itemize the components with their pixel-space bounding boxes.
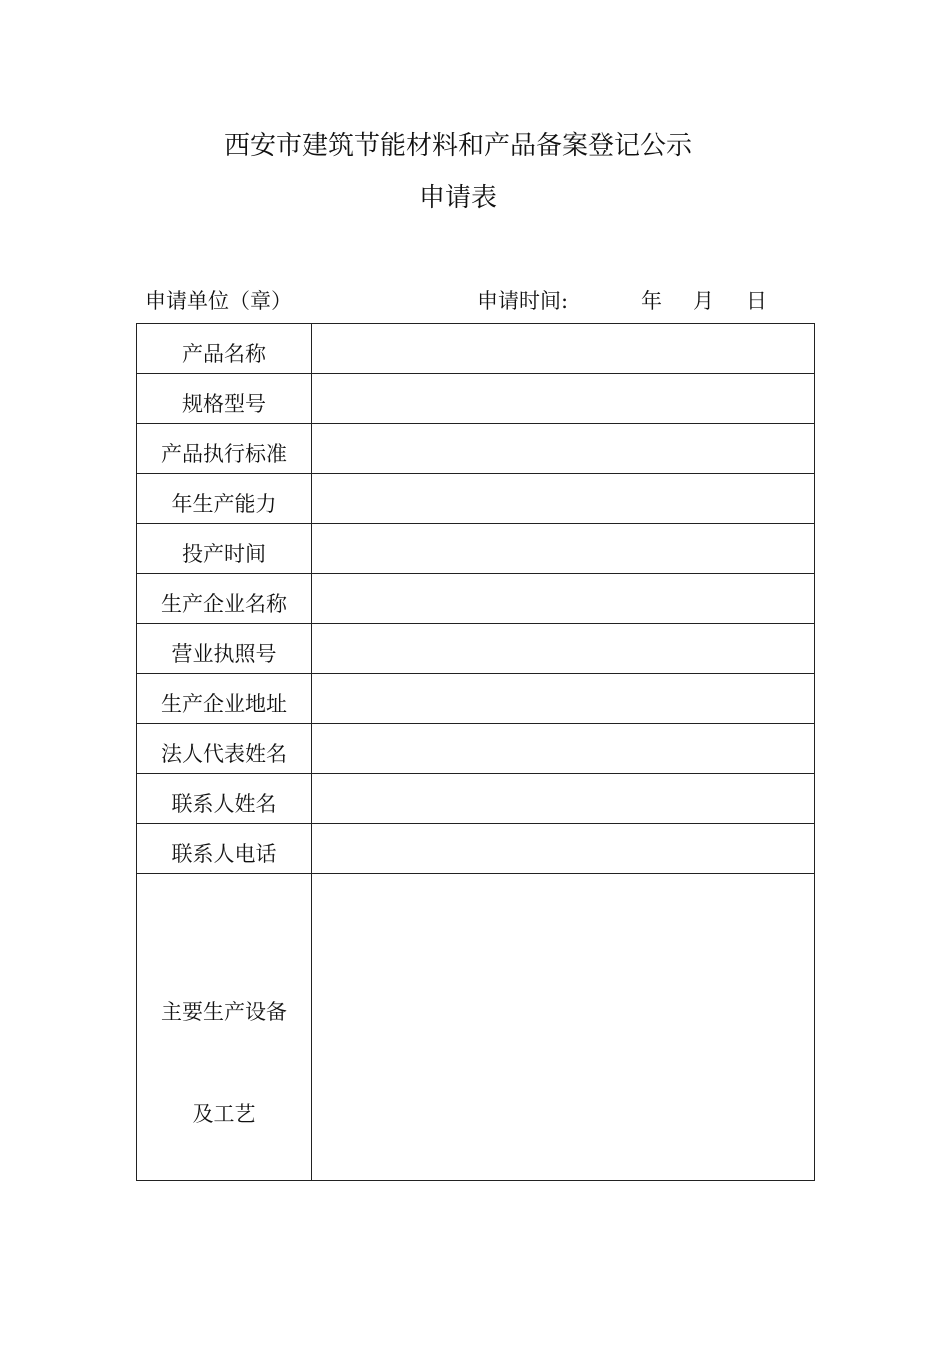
form-row-standard xyxy=(137,424,815,474)
row-label: 联系人电话 xyxy=(137,824,312,874)
form-row-product-name xyxy=(137,324,815,374)
form-row-equipment xyxy=(137,874,815,1181)
company-address-field[interactable] xyxy=(312,674,815,724)
application-time-label: 申请时间: xyxy=(477,289,569,313)
product-name-field[interactable] xyxy=(312,324,815,374)
form-row-contact-phone xyxy=(137,824,815,874)
application-form-table xyxy=(136,323,815,1181)
form-row-company-name xyxy=(137,574,815,624)
form-row-contact-name xyxy=(137,774,815,824)
form-row-production-start xyxy=(137,524,815,574)
contact-name-field[interactable] xyxy=(312,774,815,824)
row-label: 生产企业名称 xyxy=(137,574,312,624)
company-name-field[interactable] xyxy=(312,574,815,624)
standard-field[interactable] xyxy=(312,424,815,474)
applicant-unit-label: 申请单位（章） xyxy=(145,289,292,313)
row-label: 联系人姓名 xyxy=(137,774,312,824)
year-label: 年 xyxy=(641,289,662,313)
row-label: 规格型号 xyxy=(137,374,312,424)
row-label: 法人代表姓名 xyxy=(137,724,312,774)
row-label: 营业执照号 xyxy=(137,624,312,674)
form-row-model xyxy=(137,374,815,424)
form-row-company-address xyxy=(137,674,815,724)
equipment-label-cell xyxy=(137,874,312,1181)
equipment-label-line1: 主要生产设备 xyxy=(161,1000,287,1024)
model-field[interactable] xyxy=(312,374,815,424)
row-label: 年生产能力 xyxy=(137,474,312,524)
month-label: 月 xyxy=(693,289,714,313)
form-row-legal-rep xyxy=(137,724,815,774)
legal-rep-field[interactable] xyxy=(312,724,815,774)
row-label: 投产时间 xyxy=(137,524,312,574)
equipment-label-wrap xyxy=(137,874,311,1180)
document-title: 西安市建筑节能材料和产品备案登记公示 xyxy=(223,131,692,161)
license-number-field[interactable] xyxy=(312,624,815,674)
form-row-license-number xyxy=(137,624,815,674)
contact-phone-field[interactable] xyxy=(312,824,815,874)
row-label: 产品执行标准 xyxy=(137,424,312,474)
row-label: 产品名称 xyxy=(137,324,312,374)
equipment-process-field[interactable] xyxy=(312,874,815,1181)
document-subtitle: 申请表 xyxy=(418,183,497,213)
form-row-annual-capacity xyxy=(137,474,815,524)
row-label: 生产企业地址 xyxy=(137,674,312,724)
annual-capacity-field[interactable] xyxy=(312,474,815,524)
production-start-field[interactable] xyxy=(312,524,815,574)
day-label: 日 xyxy=(746,289,767,313)
equipment-label-line2: 及工艺 xyxy=(192,1102,256,1126)
